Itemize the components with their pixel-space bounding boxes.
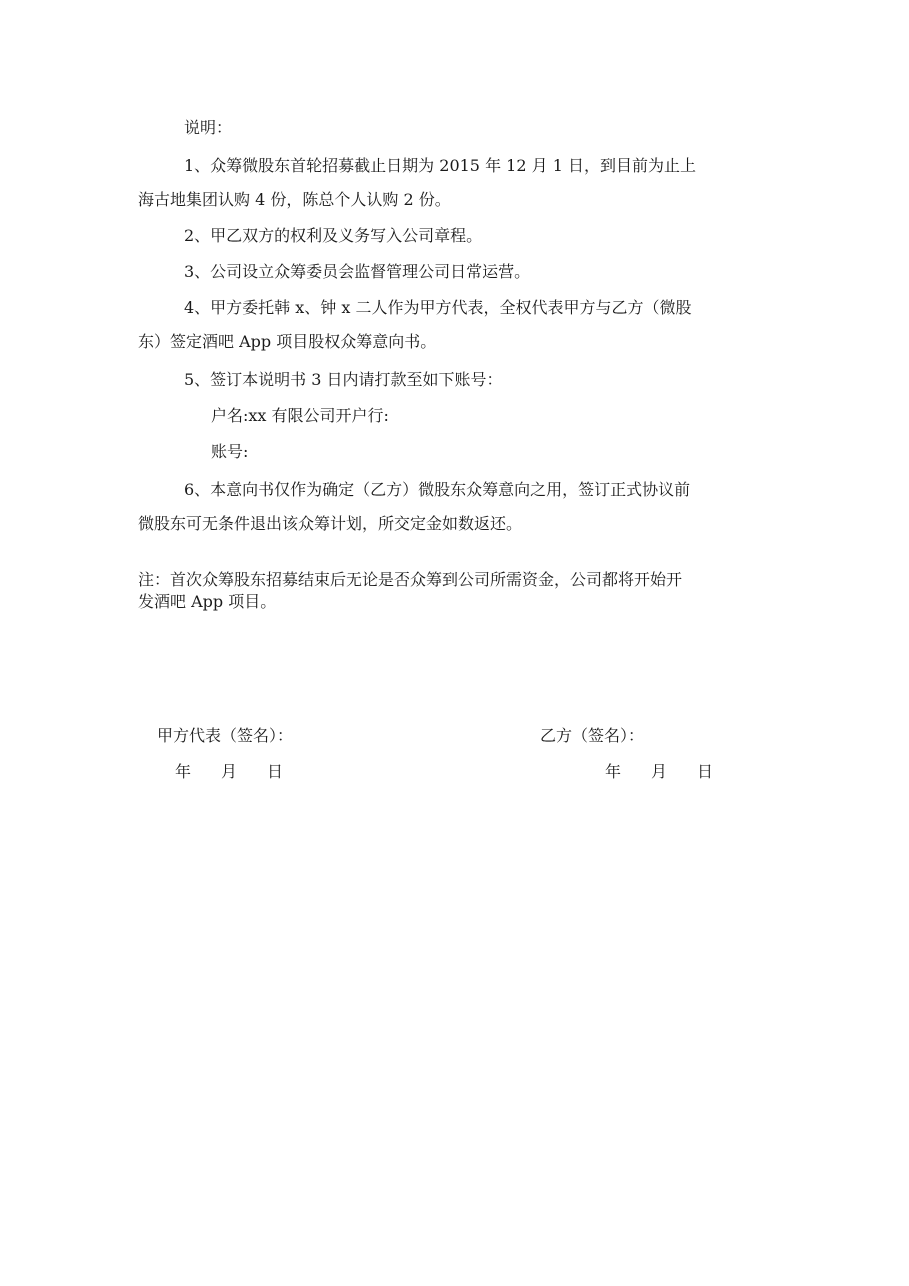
item-4-line-1: 4、甲方委托韩 x、钟 x 二人作为甲方代表，全权代表甲方与乙方（微股 [184, 298, 692, 317]
item-1-line-2: 海古地集团认购 4 份，陈总个人认购 2 份。 [138, 190, 451, 209]
month-label: 月 [221, 762, 238, 781]
account-name-line: 户名:xx 有限公司开户行: [211, 406, 389, 425]
item-3: 3、公司设立众筹委员会监督管理公司日常运营。 [184, 262, 531, 281]
item-2: 2、甲乙双方的权利及义务写入公司章程。 [184, 226, 483, 245]
item-1-line-1: 1、众筹微股东首轮招募截止日期为 2015 年 12 月 1 日，到目前为止上 [184, 156, 696, 175]
month-label: 月 [651, 762, 668, 781]
item-6-line-2: 微股东可无条件退出该众筹计划，所交定金如数返还。 [138, 514, 523, 533]
party-a-signature-label: 甲方代表（签名）： [157, 726, 294, 745]
heading: 说明： [184, 118, 233, 137]
party-a-date [175, 762, 283, 782]
item-6-line-1: 6、本意向书仅作为确定（乙方）微股东众筹意向之用，签订正式协议前 [184, 480, 691, 499]
day-label: 日 [697, 762, 714, 781]
note-line-2: 发酒吧 App 项目。 [138, 592, 277, 611]
item-4-line-2: 东）签定酒吧 App 项目股权众筹意向书。 [138, 332, 437, 351]
day-label: 日 [267, 762, 284, 781]
year-label: 年 [605, 762, 622, 781]
account-number-line: 账号: [211, 442, 249, 461]
party-b-signature-label: 乙方（签名）： [540, 726, 645, 745]
item-5: 5、签订本说明书 3 日内请打款至如下账号： [184, 370, 503, 389]
year-label: 年 [175, 762, 192, 781]
note-line-1: 注：首次众筹股东招募结束后无论是否众筹到公司所需资金，公司都将开始开 [138, 570, 683, 589]
party-b-date [605, 762, 713, 782]
